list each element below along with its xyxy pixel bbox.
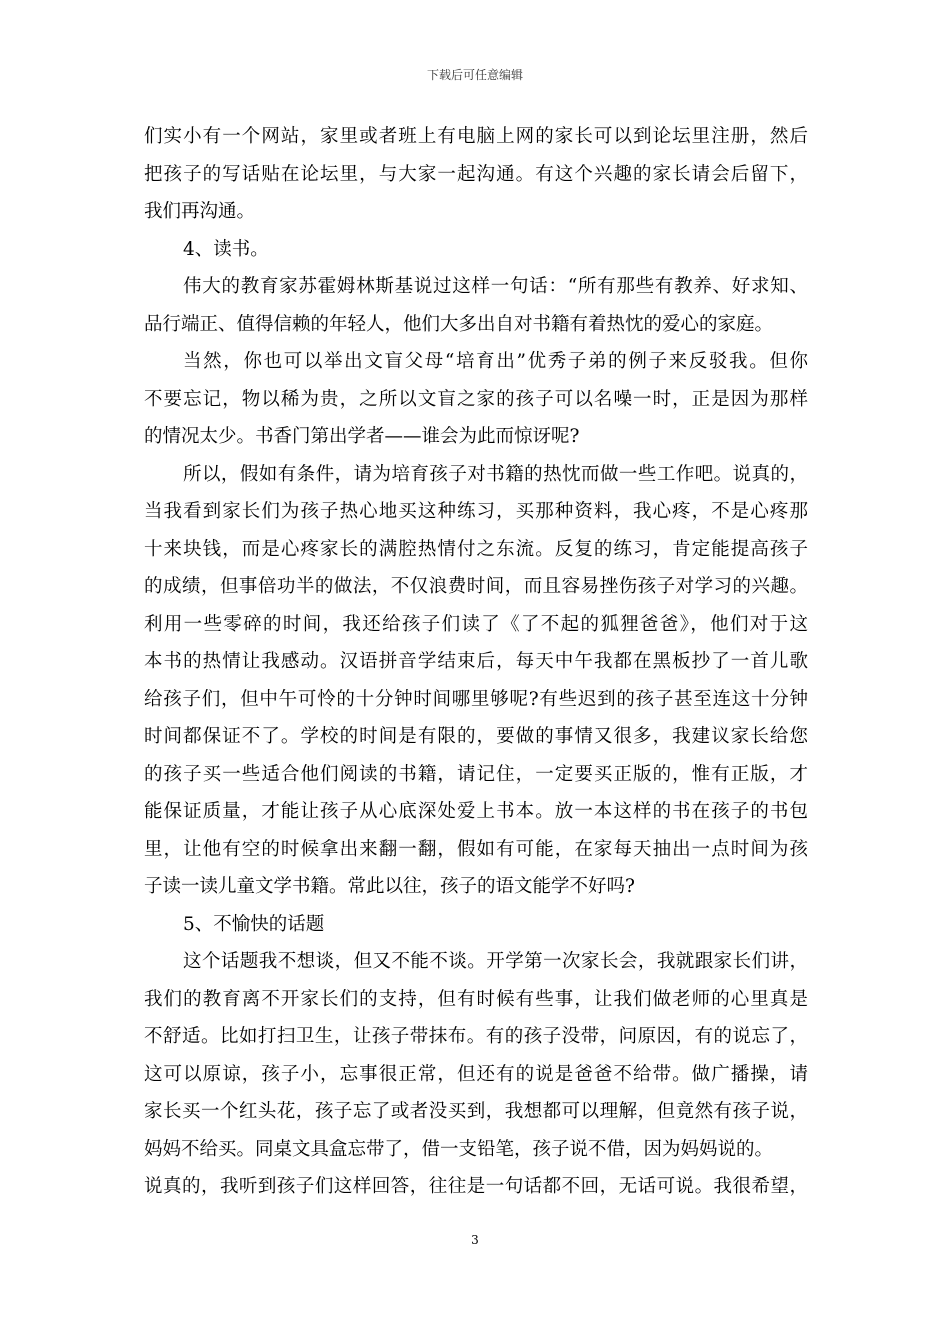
text-line: 给孩子们，但中午可怜的十分钟时间哪里够呢?有些迟到的孩子甚至连这十分钟 bbox=[144, 688, 808, 710]
text-line: 品行端正、值得信赖的年轻人，他们大多出自对书籍有着热忱的爱心的家庭。 bbox=[144, 313, 774, 335]
text-line: 妈妈不给买。同桌文具盒忘带了，借一支铅笔，孩子说不借，因为妈妈说的。 bbox=[144, 1138, 774, 1160]
text-line: 的情况太少。书香门第出学者——谁会为此而惊讶呢? bbox=[144, 426, 580, 447]
text-line: 当我看到家长们为孩子热心地买这种练习，买那种资料，我心疼，不是心疼那 bbox=[144, 501, 808, 522]
text-line: 不要忘记，物以稀为贵，之所以文盲之家的孩子可以名噪一时，正是因为那样 bbox=[144, 388, 808, 410]
text-line: 这可以原谅，孩子小，忘事很正常，但还有的说是爸爸不给带。做广播操，请 bbox=[144, 1063, 808, 1085]
text-line: 们实小有一个网站，家里或者班上有电脑上网的家长可以到论坛里注册，然后 bbox=[144, 126, 808, 147]
text-line: 里，让他有空的时候拿出来翻一翻，假如有可能，在家每天抽出一点时间为孩 bbox=[144, 838, 808, 860]
text-line: 我们再沟通。 bbox=[144, 201, 256, 222]
document-body bbox=[144, 118, 808, 1206]
text-line: 不舒适。比如打扫卫生，让孩子带抹布。有的孩子没带，问原因，有的说忘了， bbox=[144, 1026, 808, 1047]
text-line: 子读一读儿童文学书籍。常此以往，孩子的语文能学不好吗? bbox=[144, 876, 635, 897]
text-line: 时间都保证不了。学校的时间是有限的，要做的事情又很多，我建议家长给您 bbox=[144, 726, 808, 747]
page-header: 下载后可任意编辑 bbox=[426, 68, 523, 82]
page-number: 3 bbox=[471, 1233, 479, 1247]
text-line: 本书的热情让我感动。汉语拼音学结束后，每天中午我都在黑板抄了一首儿歌 bbox=[144, 651, 808, 672]
text-line: 伟大的教育家苏霍姆林斯基说过这样一句话：“所有那些有教养、好求知、 bbox=[183, 276, 808, 297]
text-line: 把孩子的写话贴在论坛里，与大家一起沟通。有这个兴趣的家长请会后留下， bbox=[144, 163, 808, 185]
text-line: 这个话题我不想谈，但又不能不谈。开学第一次家长会，我就跟家长们讲， bbox=[183, 951, 808, 972]
text-line: 的成绩，但事倍功半的做法，不仅浪费时间，而且容易挫伤孩子对学习的兴趣。 bbox=[144, 576, 808, 597]
text-line: 能保证质量，才能让孩子从心底深处爱上书本。放一本这样的书在孩子的书包 bbox=[144, 801, 808, 822]
text-line: 我们的教育离不开家长们的支持，但有时候有些事，让我们做老师的心里真是 bbox=[144, 988, 808, 1010]
text-line: 利用一些零碎的时间，我还给孩子们读了《了不起的狐狸爸爸》，他们对于这 bbox=[144, 613, 808, 635]
text-line: 所以，假如有条件，请为培育孩子对书籍的热忱而做一些工作吧。说真的， bbox=[183, 463, 808, 485]
text-line: 的孩子买一些适合他们阅读的书籍，请记住，一定要买正版的，惟有正版，才 bbox=[144, 763, 808, 785]
text-line: 家长买一个红头花，孩子忘了或者没买到，我想都可以理解，但竟然有孩子说， bbox=[144, 1101, 808, 1122]
text-line: 4、读书。 bbox=[183, 238, 269, 260]
text-line: 十来块钱，而是心疼家长的满腔热情付之东流。反复的练习，肯定能提高孩子 bbox=[144, 538, 808, 560]
text-line: 当然，你也可以举出文盲父母“培育出”优秀子弟的例子来反驳我。但你 bbox=[183, 351, 808, 372]
text-line: 说真的，我听到孩子们这样回答，往往是一句话都不回，无话可说。我很希望， bbox=[144, 1176, 808, 1197]
text-line: 5、不愉快的话题 bbox=[183, 913, 325, 935]
